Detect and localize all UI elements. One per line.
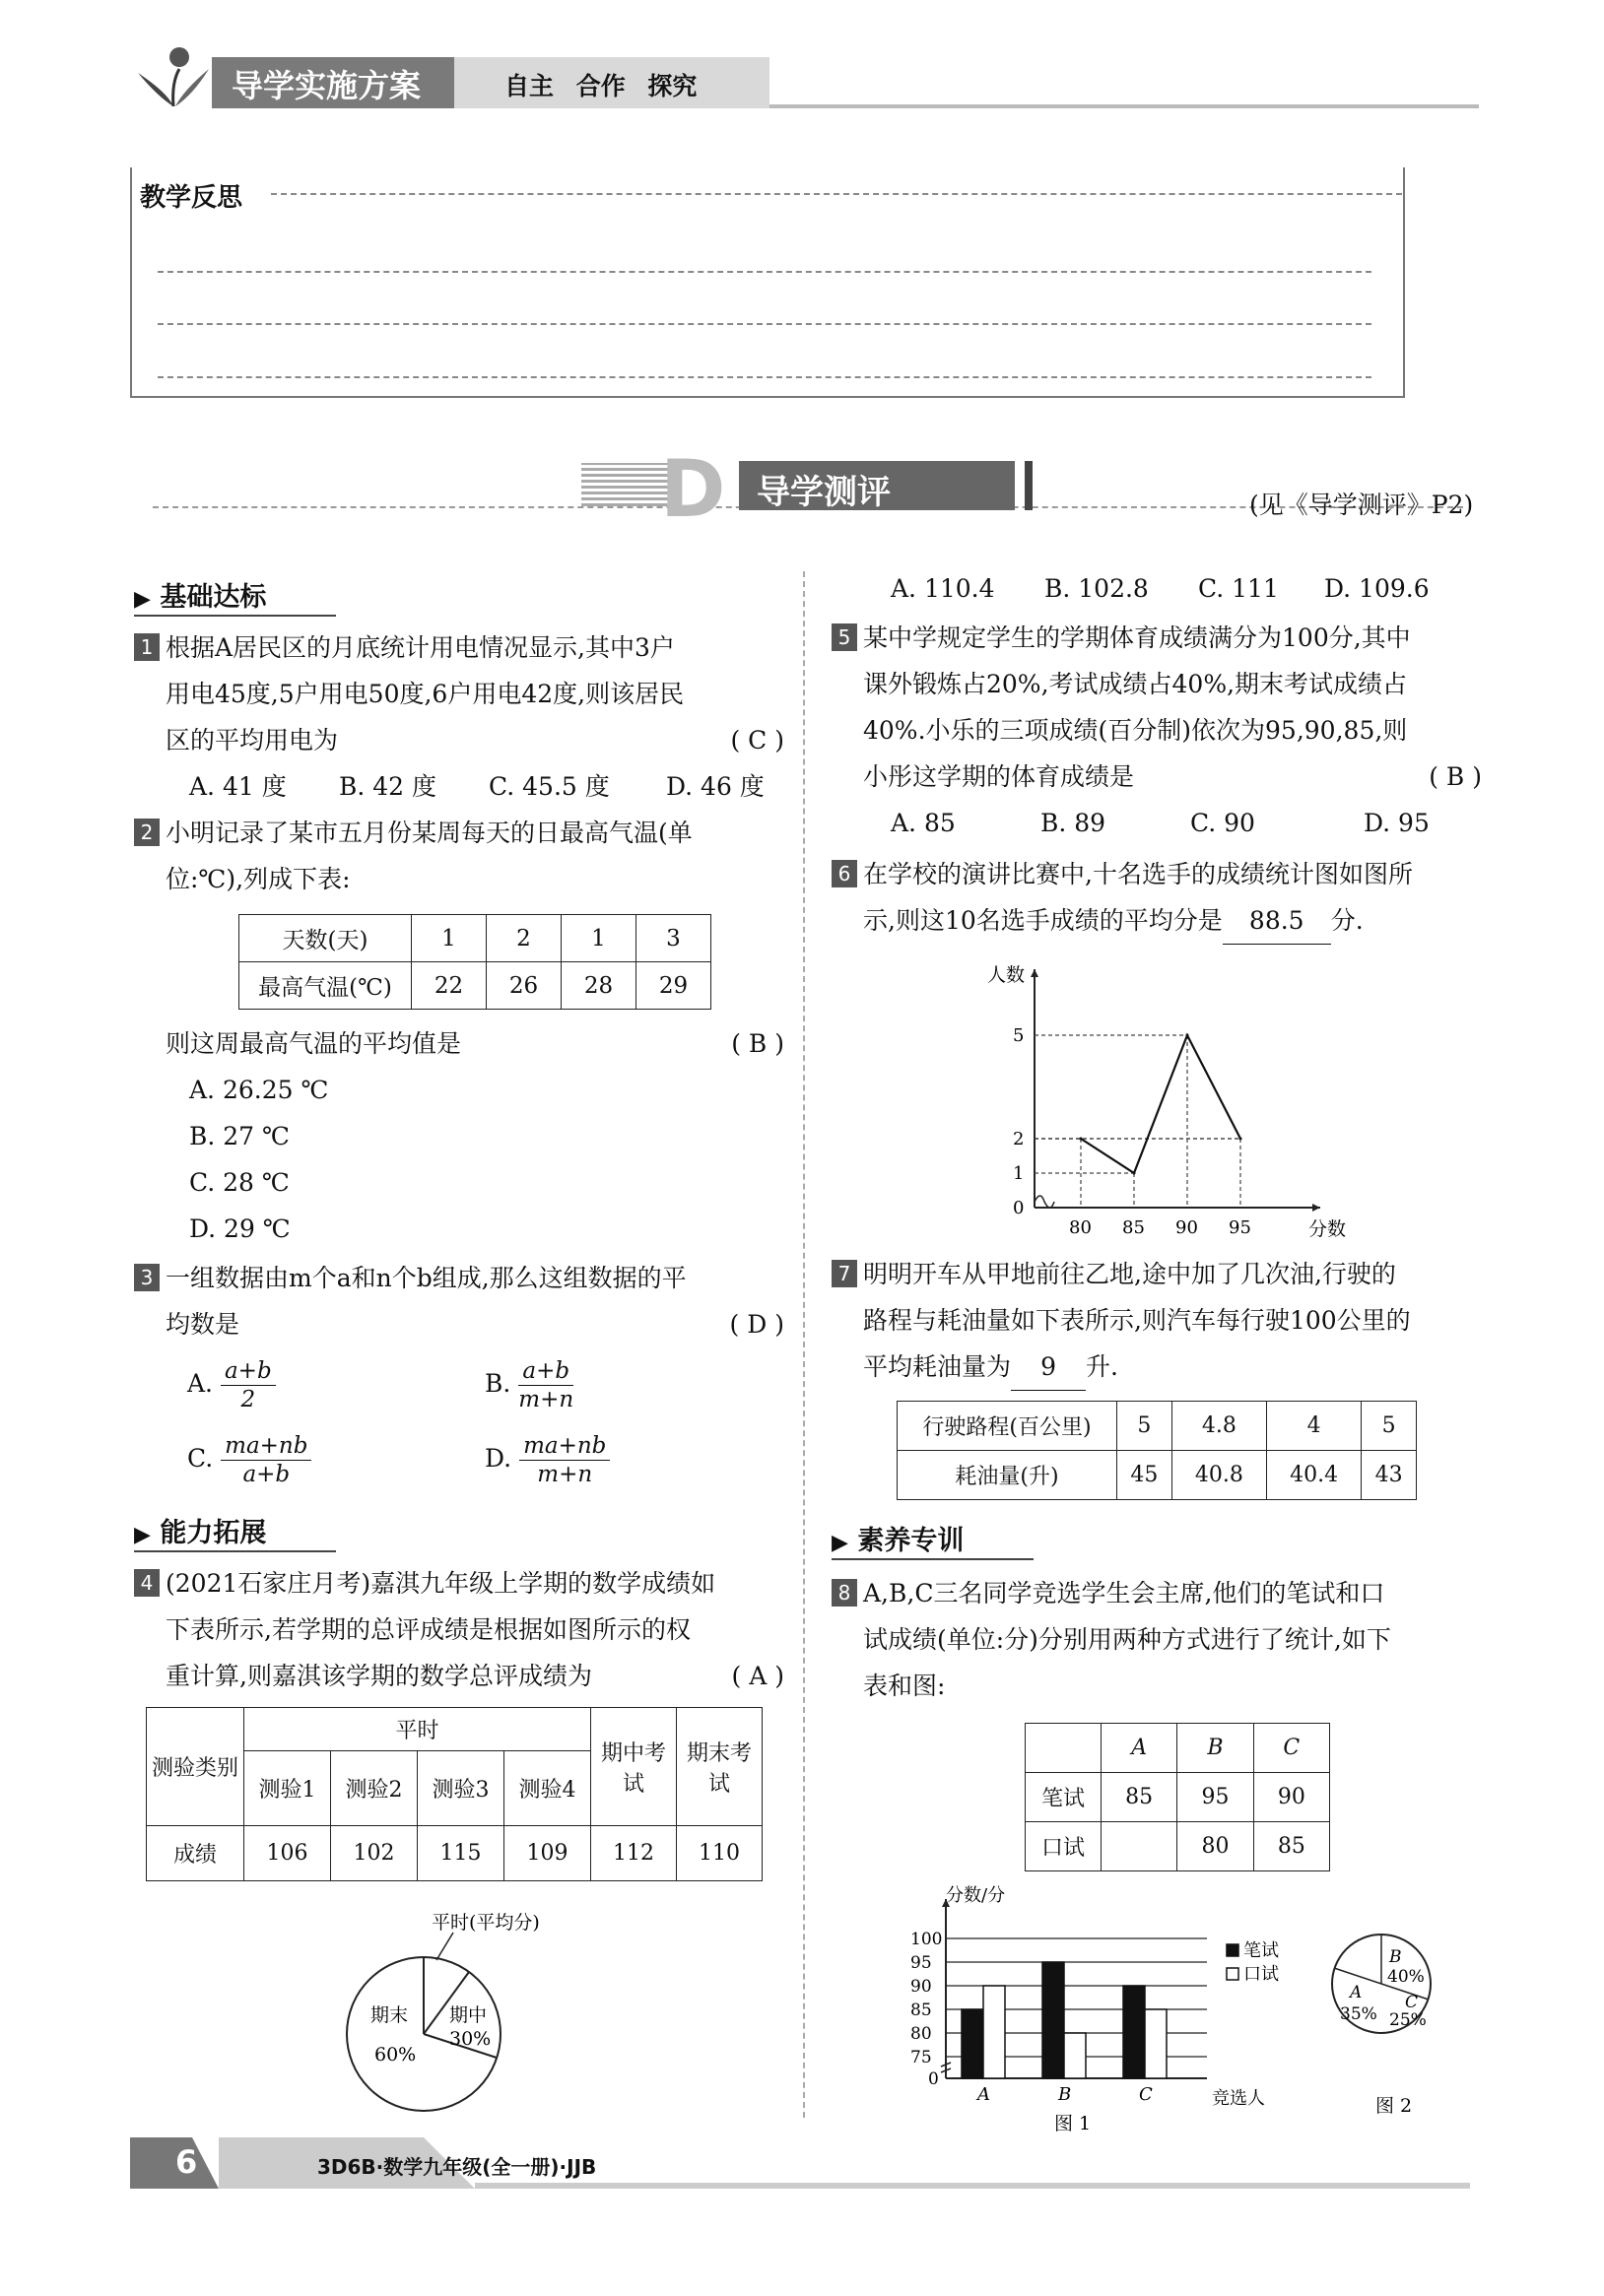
section-d-ref: (见《导学测评》P2) (1249, 491, 1474, 519)
y-tick-label: 95 (910, 1953, 932, 1973)
y-axis-label: 分数/分 (946, 1885, 1006, 1906)
fig2-label: 图 2 (1375, 2095, 1413, 2117)
x-tick-label: C (1139, 2084, 1153, 2105)
election-bar-chart (887, 1881, 1320, 2137)
section-d-banner (581, 443, 1035, 535)
y-tick-label: 75 (910, 2048, 932, 2067)
answer-5: ( B ) (1429, 762, 1482, 791)
axis-break (1035, 1196, 1054, 1208)
election-table: A B C 笔试 85 95 90 口试 80 85 (1025, 1723, 1330, 1871)
x-tick-label: 95 (1229, 1217, 1251, 1238)
election-pie-chart (1320, 1921, 1458, 2117)
question-4: 4 (2021石家庄月考)嘉淇九年级上学期的数学成绩如 下表所示,若学期的总评成绩是根据如图所示的权 重计算,则嘉淇该学期的数学总评成绩为 ( A ) (134, 1560, 784, 1699)
reflection-label: 教学反思 (140, 183, 243, 213)
y-tick-label: 90 (910, 1977, 932, 1997)
blank-7[interactable]: 9 (1011, 1344, 1086, 1391)
legend-label: 笔试 (1243, 1940, 1279, 1961)
bar-written (962, 2009, 983, 2078)
fig1-label: 图 1 (1054, 2113, 1092, 2134)
pie-c-pct: 25% (1389, 2010, 1427, 2030)
bar-oral (1145, 2009, 1167, 2078)
section-basic: ▶ 基础达标 (134, 582, 267, 613)
question-8: 8 A,B,C三名同学竞选学生会主席,他们的笔试和口 试成绩(单位:分)分别用两种方式进行了统计,如下 表和图: (832, 1570, 1482, 1709)
arrow-icon: ▶ (134, 1523, 151, 1547)
pie-label-mid: 期中 (449, 2004, 488, 2026)
blank-6[interactable]: 88.5 (1223, 897, 1331, 945)
bar-written (1042, 1962, 1064, 2078)
y-axis-label: 人数 (987, 964, 1026, 986)
answer-3: ( D ) (729, 1310, 784, 1339)
question-4-options: A. 110.4 B. 102.8 C. 111 D. 109.6 (891, 574, 1430, 603)
answer-2: ( B ) (731, 1029, 784, 1058)
bar-written (1123, 1986, 1145, 2078)
arrow-icon: ▶ (832, 1531, 848, 1555)
grades-table: 测验类别 平时 期中考试 期末考试 测验1 测验2 测验3 测验4 成绩 106 102 115 109 112 110 (146, 1707, 763, 1881)
y-tick-label: 85 (910, 2001, 932, 2020)
question-1: 1 根据A居民区的月底统计用电情况显示,其中3户 用电45度,5户用电50度,6户用电42度,则该居民 区的平均用电为 ( C ) A. 41 度 B. 42 度 C. 45.5 度 D. 46 度 (134, 624, 784, 810)
y-tick-label: 1 (1013, 1163, 1025, 1184)
data-point (1186, 1034, 1189, 1037)
page-number: 6 (175, 2143, 198, 2181)
question-2: 2 小明记录了某市五月份某周每天的日最高气温(单 位:℃),列成下表: (134, 810, 784, 902)
logo-icon (128, 43, 219, 112)
arrow-icon: ▶ (134, 587, 151, 612)
question-7: 7 明明开车从甲地前往乙地,途中加了几次油,行驶的 路程与耗油量如下表所示,则汽车每行驶100公里的 平均耗油量为 9 升. (832, 1251, 1482, 1391)
answer-1: ( C ) (730, 726, 784, 754)
bar-oral (1064, 2033, 1086, 2078)
x-axis-label: 分数 (1308, 1218, 1347, 1240)
question-5: 5 某中学规定学生的学期体育成绩满分为100分,其中 课外锻炼占20%,考试成绩占40%,期末考试成绩占 40%.小乐的三项成绩(百分制)依次为95,90,85,则 小彤这学期的体育成绩是 ( B ) A. 85 B. 89 C. 90 D. 95 (832, 615, 1482, 846)
x-axis-arrow (1312, 1204, 1320, 1212)
y-axis-arrow (1031, 969, 1038, 977)
x-tick-label: A (977, 2084, 990, 2105)
fuel-table: 行驶路程(百公里) 5 4.8 4 5 耗油量(升) 45 40.8 40.4 43 (897, 1401, 1417, 1500)
legend-swatch (1227, 1944, 1238, 1956)
y-tick-label: 0 (928, 2069, 939, 2089)
section-literacy: ▶ 素养专训 (832, 1526, 965, 1556)
y-tick-label: 5 (1013, 1025, 1025, 1046)
y-tick-label: 0 (1013, 1198, 1025, 1218)
header-tags: 自主 合作 探究 (504, 72, 698, 100)
data-point (1239, 1138, 1242, 1141)
pie-a-label: A (1350, 1983, 1363, 2002)
legend-swatch (1227, 1968, 1238, 1980)
pie-pct-final: 60% (374, 2044, 417, 2066)
header-title: 导学实施方案 (232, 67, 422, 104)
pie-a-pct: 35% (1340, 2004, 1377, 2024)
pie-b-label: B (1389, 1947, 1402, 1967)
x-tick-label: 80 (1069, 1217, 1092, 1238)
pie-c-label: C (1405, 1993, 1419, 2012)
x-axis-label: 竞选人 (1212, 2088, 1265, 2109)
question-6: 6 在学校的演讲比赛中,十名选手的成绩统计图如图所 示,则这10名选手成绩的平均分是 88.5 分. (832, 851, 1482, 945)
bar-oral (983, 1986, 1005, 2078)
weight-pie-chart (325, 1911, 571, 2108)
question-3: 3 一组数据由m个a和n个b组成,那么这组数据的平 均数是 ( D ) (134, 1255, 784, 1347)
y-tick-label: 80 (910, 2024, 932, 2044)
score-line-chart (985, 951, 1360, 1240)
x-tick-label: 90 (1175, 1217, 1198, 1238)
footer-bar (130, 2137, 1470, 2189)
data-point (1080, 1138, 1083, 1141)
x-tick-label: B (1058, 2084, 1072, 2105)
pie-label-final: 期末 (370, 2004, 409, 2026)
y-tick-label: 2 (1013, 1129, 1025, 1149)
pie-label-usual: 平时(平均分) (432, 1912, 540, 1934)
y-tick-label: 100 (910, 1930, 943, 1949)
x-tick-label: 85 (1122, 1217, 1145, 1238)
data-point (1133, 1172, 1136, 1175)
series-line (1081, 1035, 1240, 1173)
answer-4: ( A ) (731, 1662, 784, 1690)
pie-b-pct: 40% (1387, 1967, 1425, 1987)
section-d-letter: D (660, 443, 726, 535)
q3-options: A. $\frac{a+b}{2}$ B. $\frac{a+b}{m+n}$ C. $\frac{ma+nb}{a+b}$ D. $\frac{ma+nb}{m+n}$ (187, 1357, 739, 1505)
legend-label: 口试 (1243, 1964, 1279, 1985)
reflection-box (130, 167, 1405, 398)
question-2-cont: 则这周最高气温的平均值是 ( B ) A. 26.25 ℃ B. 27 ℃ C. 28 ℃ D. 29 ℃ (134, 1020, 784, 1252)
section-d-title: 导学测评 (757, 473, 891, 512)
header-banner (0, 49, 1478, 110)
temperature-table: 天数(天) 1 2 1 3 最高气温(℃) 22 26 28 29 (238, 914, 711, 1010)
footer-book: 3D6B·数学九年级(全一册)·JJB (317, 2155, 597, 2179)
section-ability: ▶ 能力拓展 (134, 1518, 267, 1548)
pie-pct-mid: 30% (449, 2028, 492, 2050)
